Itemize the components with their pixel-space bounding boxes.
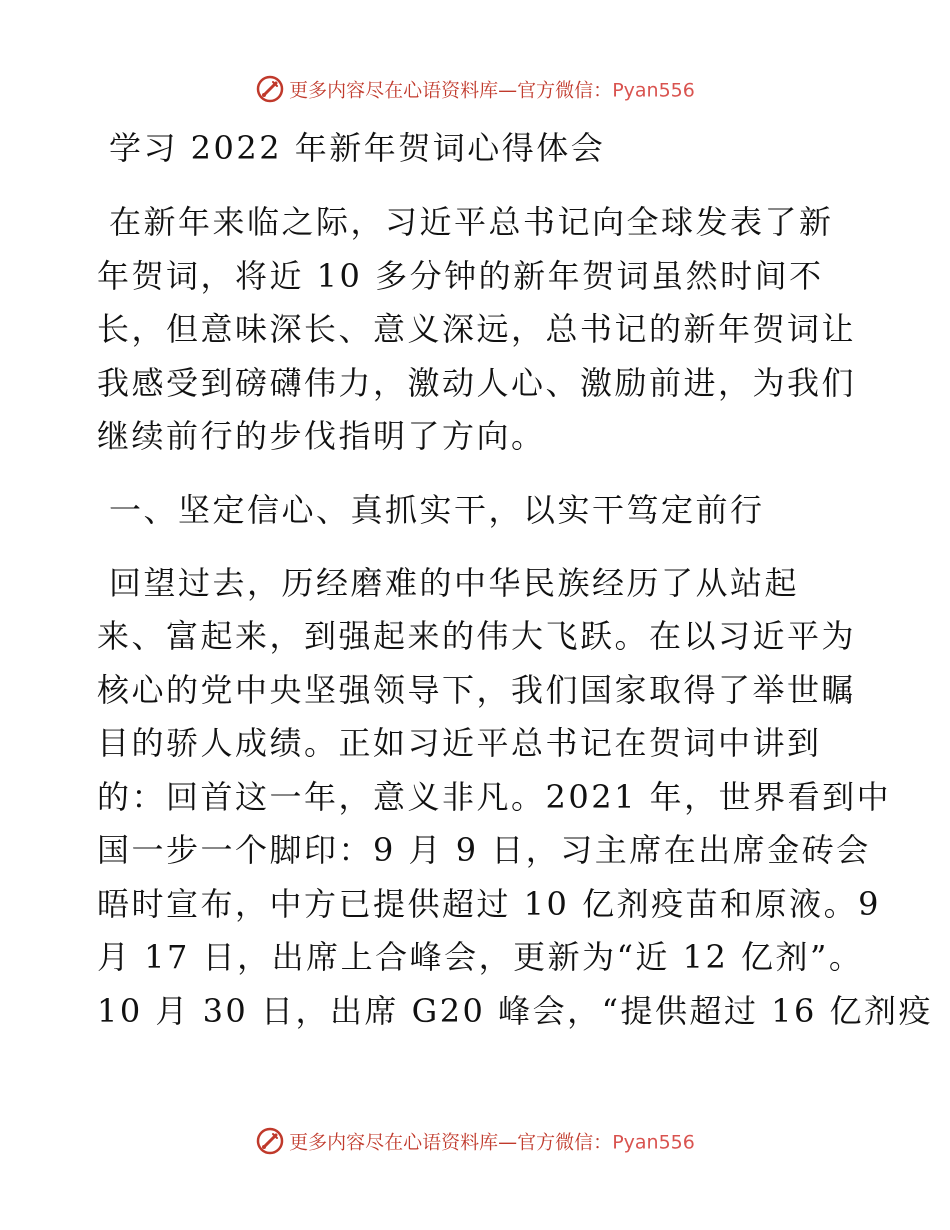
paragraph-line: 在新年来临之际，习近平总书记向全球发表了新 bbox=[109, 203, 834, 241]
paragraph-intro bbox=[97, 196, 857, 464]
paragraph-line: 目的骄人成绩。正如习近平总书记在贺词中讲到 bbox=[97, 724, 822, 762]
watermark-contact-id: Pyan556 bbox=[612, 79, 695, 102]
paragraph-line: 晤时宣布，中方已提供超过 10 亿剂疫苗和原液。9 bbox=[97, 884, 881, 923]
watermark-separator: — bbox=[498, 79, 518, 102]
brand-logo-icon bbox=[255, 1126, 285, 1156]
paragraph-line: 长，但意味深长、意义深远，总书记的新年贺词让 bbox=[97, 310, 857, 348]
watermark-contact-label: 官方微信： bbox=[517, 1131, 613, 1154]
paragraph-line: 月 17 日，出席上合峰会，更新为“近 12 亿剂”。 bbox=[97, 938, 864, 976]
paragraph-line: 的：回首这一年，意义非凡。2021 年，世界看到中 bbox=[97, 777, 892, 816]
footer-watermark bbox=[0, 1128, 950, 1158]
document-title: 学习 2022 年新年贺词心得体会 bbox=[109, 129, 606, 167]
document-body bbox=[97, 122, 934, 1038]
paragraph-line: 核心的党中央坚强领导下，我们国家取得了举世瞩 bbox=[97, 670, 857, 709]
paragraph-line: 我感受到磅礴伟力，激动人心、激励前进，为我们 bbox=[97, 363, 857, 402]
brand-logo-icon bbox=[255, 74, 285, 104]
paragraph-line: 回望过去，历经磨难的中华民族经历了从站起 bbox=[109, 563, 800, 602]
paragraph-line: 国一步一个脚印：9 月 9 日，习主席在出席金砖会 bbox=[97, 831, 871, 869]
watermark-contact-id: Pyan556 bbox=[612, 1131, 695, 1154]
watermark-contact-label: 官方微信： bbox=[517, 79, 613, 102]
paragraph-section-1 bbox=[97, 557, 934, 1039]
watermark-separator: — bbox=[498, 1131, 518, 1154]
paragraph-line: 来、富起来，到强起来的伟大飞跃。在以习近平为 bbox=[97, 617, 857, 655]
watermark-brand: 更多内容尽在心语资料库 bbox=[289, 1131, 499, 1154]
watermark-brand: 更多内容尽在心语资料库 bbox=[289, 79, 499, 102]
paragraph-line: 年贺词，将近 10 多分钟的新年贺词虽然时间不 bbox=[97, 256, 824, 295]
paragraph-line: 继续前行的步伐指明了方向。 bbox=[97, 417, 546, 455]
header-watermark bbox=[0, 76, 950, 106]
paragraph-line: 10 月 30 日，出席 G20 峰会，“提供超过 16 亿剂疫 bbox=[97, 991, 934, 1030]
section-heading-1: 一、坚定信心、真抓实干，以实干笃定前行 bbox=[109, 490, 765, 529]
